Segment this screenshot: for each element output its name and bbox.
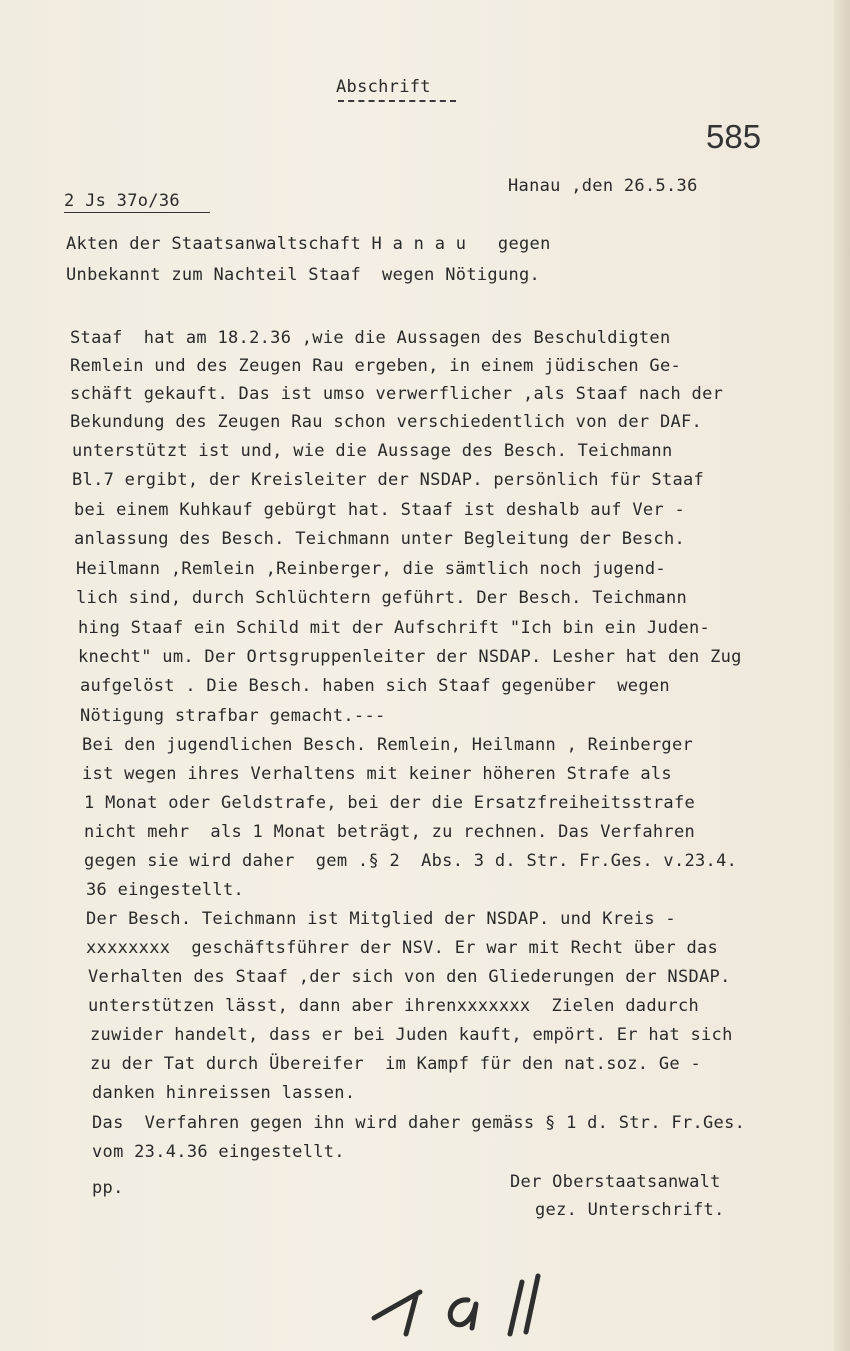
body-line: zuwider handelt, dass er bei Juden kauft, empört. Er hat sich	[90, 1025, 733, 1045]
body-line: Heilmann ,Remlein ,Reinberger, die sämtlich noch jugend-	[76, 559, 666, 579]
file-reference: 2 Js 37o/36	[64, 191, 180, 211]
body-line: Nötigung strafbar gemacht.---	[80, 706, 386, 726]
body-line: lich sind, durch Schlüchtern geführt. Der Besch. Teichmann	[76, 588, 688, 608]
signer-title: Der Oberstaatsanwalt	[510, 1172, 721, 1192]
page-number: 585	[706, 118, 762, 155]
body-line: Remlein und des Zeugen Rau ergeben, in einem jüdischen Ge-	[70, 356, 682, 376]
body-line: 36 eingestellt.	[86, 880, 245, 900]
title-underline	[338, 100, 456, 102]
body-line: Bekundung des Zeugen Rau schon verschiedentlich von der DAF.	[70, 412, 703, 432]
place-date: Hanau ,den 26.5.36	[508, 176, 698, 196]
body-line: xxxxxxxx geschäftsführer der NSV. Er war mit Recht über das	[86, 938, 719, 958]
file-reference-underline	[64, 212, 210, 213]
body-line: bei einem Kuhkauf gebürgt hat. Staaf ist deshalb auf Ver -	[74, 500, 686, 520]
body-line: Das Verfahren gegen ihn wird daher gemäss § 1 d. Str. Fr.Ges.	[92, 1113, 746, 1133]
paper-edge	[834, 0, 850, 1351]
body-line: Bl.7 ergibt, der Kreisleiter der NSDAP. persönlich für Staaf	[72, 470, 705, 490]
signature-note: gez. Unterschrift.	[535, 1200, 725, 1220]
body-line: anlassung des Besch. Teichmann unter Begleitung der Besch.	[74, 529, 686, 549]
body-line: vom 23.4.36 eingestellt.	[92, 1142, 345, 1162]
body-line: gegen sie wird daher gem .§ 2 Abs. 3 d. Str. Fr.Ges. v.23.4.	[84, 851, 738, 871]
body-line: ist wegen ihres Verhaltens mit keiner höheren Strafe als	[82, 764, 672, 784]
body-line: unterstützt ist und, wie die Aussage des Besch. Teichmann	[72, 441, 673, 461]
subject-line: Akten der Staatsanwaltschaft H a n a u gegen	[66, 234, 551, 254]
body-line: Der Besch. Teichmann ist Mitglied der NSDAP. und Kreis -	[86, 909, 676, 929]
handwritten-mark-icon	[360, 1262, 600, 1342]
body-line: Bei den jugendlichen Besch. Remlein, Heilmann , Reinberger	[82, 735, 694, 755]
document-title: Abschrift	[336, 77, 431, 97]
body-line: knecht" um. Der Ortsgruppenleiter der NSDAP. Lesher hat den Zug	[78, 647, 742, 667]
body-line: zu der Tat durch Übereifer im Kampf für den nat.soz. Ge -	[90, 1054, 702, 1074]
body-line: danken hinreissen lassen.	[92, 1083, 356, 1103]
body-line: aufgelöst . Die Besch. haben sich Staaf gegenüber wegen	[80, 676, 670, 696]
body-line: schäft gekauft. Das ist umso verwerflicher ,als Staaf nach der	[70, 384, 724, 404]
body-line: nicht mehr als 1 Monat beträgt, zu rechnen. Das Verfahren	[84, 822, 696, 842]
subject-line: Unbekannt zum Nachteil Staaf wegen Nötigung.	[66, 265, 541, 285]
body-line: unterstützen lässt, dann aber ihrenxxxxxxx Zielen dadurch	[88, 996, 700, 1016]
body-line: hing Staaf ein Schild mit der Aufschrift "Ich bin ein Juden-	[78, 618, 711, 638]
body-line: 1 Monat oder Geldstrafe, bei der die Ersatzfreiheitsstrafe	[84, 793, 696, 813]
body-line: Verhalten des Staaf ,der sich von den Gliederungen der NSDAP.	[88, 967, 731, 987]
pp-mark: pp.	[92, 1178, 124, 1198]
body-line: Staaf hat am 18.2.36 ,wie die Aussagen des Beschuldigten	[70, 328, 671, 348]
